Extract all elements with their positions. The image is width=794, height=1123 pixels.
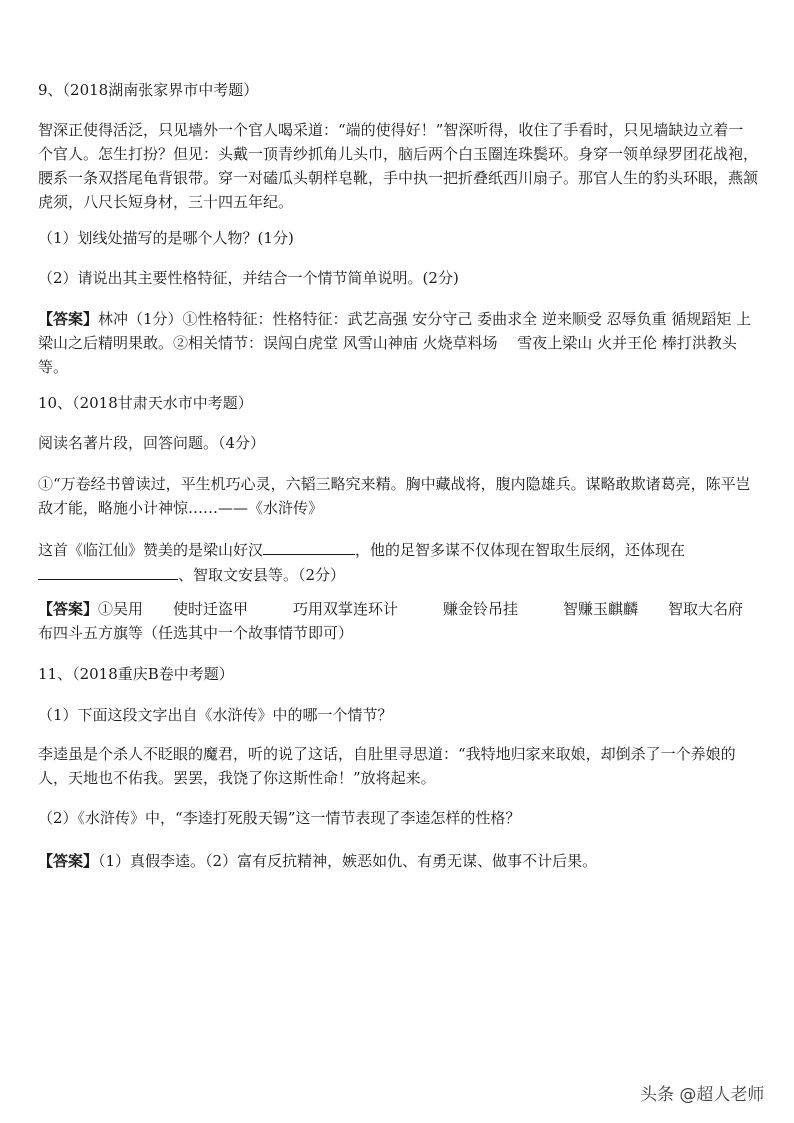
q11-sub1: （1）下面这段文字出自《水浒传》中的哪一个情节？ xyxy=(38,706,393,724)
q11-answer xyxy=(38,849,758,873)
q10-fill-part2: ，他的足智多谋不仅体现在智取生辰纲，还体现在 xyxy=(355,541,686,559)
q11-answer-label: 【答案】 xyxy=(38,852,99,870)
source-watermark: 头条 @超人老师 xyxy=(640,1085,765,1105)
q9-sub2: （2）请说出其主要性格特征，并结合一个情节简单说明。(2分) xyxy=(38,269,459,287)
q9-sub1: （1）划线处描写的是哪个人物？(1分) xyxy=(38,229,294,247)
q9-answer-label: 【答案】 xyxy=(38,310,99,328)
q10-intro: 阅读名著片段，回答问题。（4分） xyxy=(38,434,266,452)
q10-answer-label: 【答案】 xyxy=(38,600,99,618)
q9-answer-text: 林冲（1分）①性格特征：性格特征：武艺高强 安分守己 委曲求全 逆来顺受 忍辱负重 循规蹈矩 上梁山之后精明果敢。②相关情节：误闯白虎堂 风雪山神庙 火烧草料场 雪夜上梁山 火并王伦 棒打洪教头等。 xyxy=(38,310,752,376)
q11-sub2: （2）《水浒传》中，“李逵打死殷天锡”这一情节表现了李逵怎样的性格？ xyxy=(38,809,521,827)
q10-answer xyxy=(38,597,774,645)
q11-title: 11、（2018重庆B卷中考题） xyxy=(38,665,234,683)
q10-fill-question xyxy=(38,537,758,587)
q10-poem: ①“万卷经书曾读过，平生机巧心灵，六韬三略究来精。胸中藏战将，腹内隐雄兵。谋略敢欺诸葛亮，陈平岂敌才能，略施小计神惊……——《水浒传》 xyxy=(38,475,751,517)
q10-fill-part3: 、智取文安县等。（2分） xyxy=(178,566,346,584)
q10-title: 10、（2018甘肃天水市中考题） xyxy=(38,394,253,412)
q9-answer xyxy=(38,307,758,379)
q10-blank-hero xyxy=(263,537,355,555)
q9-passage: 智深正使得活泛，只见墙外一个官人喝采道：“端的使得好！”智深听得，收住了手看时，只见墙缺边立着一个官人。怎生打扮？但见：头戴一顶青纱抓角儿头巾，脑后两个白玉圈连珠鬓环。身穿一领单绿罗团花战袍，腰系一条双搭尾龟背银带。穿一对磕瓜头朝样皂靴，手中执一把折叠纸西川扇子。那官人生的豹头环眼，燕颔虎须，八尺长短身材，三十四五年纪。 xyxy=(38,121,759,211)
q10-answer-text: ①吴用 使时迁盗甲 巧用双掌连环计 赚金铃吊挂 智赚玉麒麟 智取大名府 布四斗五方旗等（任选其中一个故事情节即可） xyxy=(38,600,774,642)
q11-passage: 李逵虽是个杀人不眨眼的魔君，听的说了这话，自肚里寻思道：“我特地归家来取娘，却倒杀了一个养娘的人，天地也不佑我。罢罢，我饶了你这斯性命！”放将起来。 xyxy=(38,745,736,787)
q10-fill-part1: 这首《临江仙》赞美的是梁山好汉 xyxy=(38,541,264,559)
q9-title: 9、（2018湖南张家界市中考题） xyxy=(38,81,259,99)
q10-blank-story xyxy=(38,562,178,580)
q11-answer-text: （1）真假李逵。（2）富有反抗精神，嫉恶如仇、有勇无谋、做事不计后果。 xyxy=(98,852,598,870)
